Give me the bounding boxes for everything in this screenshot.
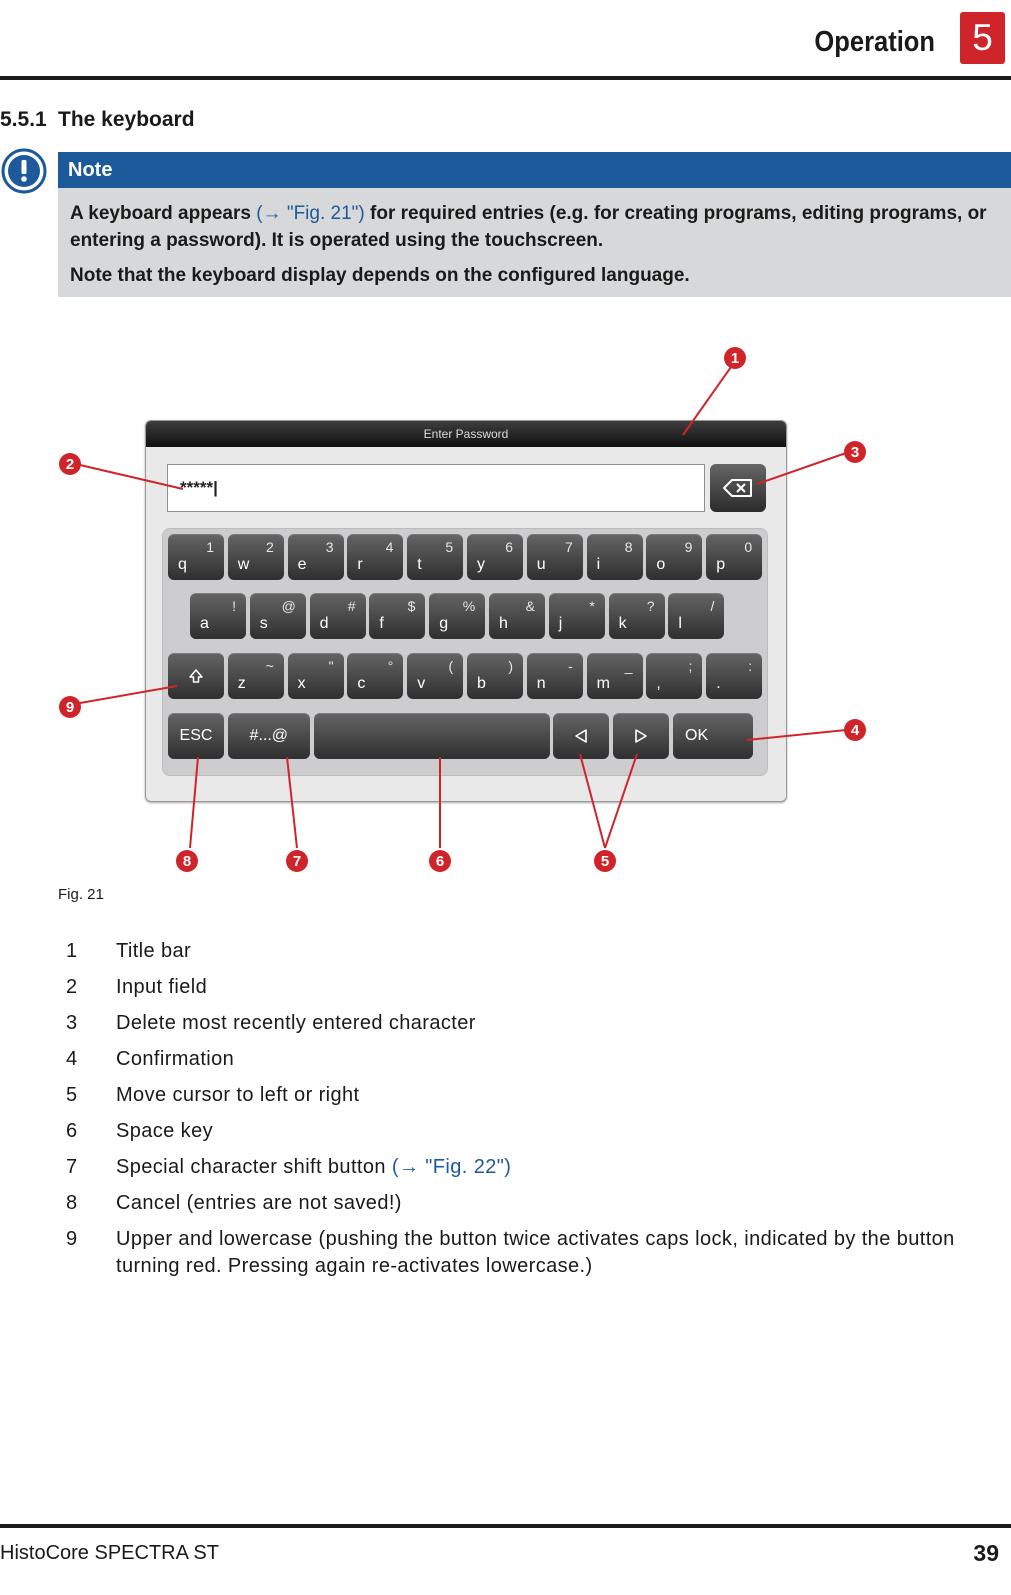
legend-text: Upper and lowercase (pushing the button twice activates caps lock, indicated by the button turning red. Pressing again re-activates lowercase.) [116, 1228, 955, 1277]
fig-21-link[interactable]: (→ "Fig. 21") [256, 203, 365, 224]
key-s[interactable] [250, 593, 306, 639]
key-label: . [716, 675, 721, 692]
key-label: b [477, 675, 486, 692]
special-characters-key[interactable] [228, 713, 310, 759]
legend-number: 1 [66, 940, 78, 962]
key-label: * [589, 598, 595, 614]
legend-text: Confirmation [116, 1048, 235, 1070]
key-area [162, 528, 768, 776]
key-t[interactable] [407, 534, 463, 580]
callout-9: 9 [59, 696, 81, 718]
key-label: 3 [325, 539, 334, 555]
legend-text-block [116, 1082, 966, 1109]
key-e[interactable] [288, 534, 344, 580]
legend-text-block [116, 1190, 966, 1217]
key-d[interactable] [310, 593, 366, 639]
shift-icon [188, 668, 204, 684]
key-label: ! [232, 598, 236, 614]
legend-text-block [116, 974, 966, 1001]
page-number: 39 [973, 1540, 999, 1566]
legend-text-block [116, 938, 966, 965]
key-c[interactable] [347, 653, 403, 699]
callout-3: 3 [844, 441, 866, 463]
legend-text: Delete most recently entered character [116, 1012, 476, 1034]
legend-item [66, 1118, 966, 1154]
legend-text: Special character shift button [116, 1156, 392, 1178]
key-label: #...@ [249, 727, 289, 744]
key-label: j [558, 615, 563, 632]
footer-product-name: HistoCore SPECTRA ST [0, 1542, 219, 1564]
key-label: 2 [266, 539, 274, 555]
key-label: $ [407, 598, 416, 614]
key-h[interactable] [489, 593, 545, 639]
key-m[interactable] [587, 653, 643, 699]
key-y[interactable] [467, 534, 523, 580]
legend-item [66, 1226, 966, 1290]
key-label: # [347, 598, 356, 614]
note-heading: Note [58, 152, 1011, 188]
key-label: " [328, 658, 334, 674]
figure-label: Fig. 21 [58, 886, 104, 903]
legend-text-block [116, 1226, 966, 1280]
header-rule [0, 76, 1011, 80]
legend-item [66, 1010, 966, 1046]
chapter-title: Operation [814, 26, 935, 58]
key-label: ~ [265, 658, 274, 674]
cursor-left-key[interactable] [553, 713, 609, 759]
key-label: d [319, 615, 329, 632]
key-label: w [237, 556, 250, 573]
key-label: 7 [565, 539, 573, 555]
key-label: / [710, 598, 715, 614]
chapter-number-badge: 5 [960, 12, 1005, 64]
key-label: ? [646, 598, 655, 614]
key-label: o [656, 556, 666, 573]
key-label: y [477, 556, 485, 573]
keyboard-title-bar: Enter Password [146, 421, 786, 447]
ok-key[interactable] [673, 713, 753, 759]
key-label: a [200, 615, 209, 632]
key-i[interactable] [587, 534, 643, 580]
key-label: g [439, 615, 449, 632]
key-label: & [525, 598, 535, 614]
shift-key[interactable] [168, 653, 224, 699]
key-w[interactable] [228, 534, 284, 580]
key-label: p [716, 556, 726, 573]
note-paragraph [70, 200, 997, 254]
legend-text: Cancel (entries are not saved!) [116, 1192, 402, 1214]
key-label: OK [685, 727, 709, 744]
key-label: n [536, 675, 546, 692]
legend-item [66, 1190, 966, 1226]
legend-number: 3 [66, 1012, 78, 1034]
key-j[interactable] [549, 593, 605, 639]
key-label: l [678, 615, 682, 632]
key-label: ( [448, 658, 454, 674]
key-label: 9 [684, 539, 693, 555]
backspace-button[interactable] [710, 464, 766, 512]
key-v[interactable] [407, 653, 463, 699]
callout-2: 2 [59, 453, 81, 475]
key-label: ° [387, 658, 394, 674]
keyboard-screenshot [145, 420, 787, 802]
callout-8: 8 [176, 850, 198, 872]
key-a[interactable] [190, 593, 246, 639]
key-label: 6 [505, 539, 513, 555]
key-label: k [618, 615, 627, 632]
legend-text: Move cursor to left or right [116, 1084, 360, 1106]
key-label: 8 [624, 539, 633, 555]
legend [66, 938, 966, 1290]
key-comma[interactable] [646, 653, 702, 699]
callout-1: 1 [724, 347, 746, 369]
legend-number: 7 [66, 1156, 78, 1178]
arrow-right-icon [633, 728, 649, 744]
arrow-left-icon [573, 728, 589, 744]
key-label: ESC [179, 727, 213, 744]
legend-text-block [116, 1154, 966, 1181]
key-label: , [656, 675, 661, 692]
legend-item [66, 974, 966, 1010]
note-text: A keyboard appears [70, 203, 257, 224]
legend-number: 8 [66, 1192, 78, 1214]
legend-item [66, 1046, 966, 1082]
key-label: t [417, 556, 422, 573]
callout-4: 4 [844, 719, 866, 741]
key-period[interactable] [706, 653, 762, 699]
key-label: x [297, 675, 306, 692]
legend-text-block [116, 1010, 966, 1037]
legend-text: Space key [116, 1120, 213, 1142]
legend-number: 4 [66, 1048, 78, 1070]
key-label: - [568, 658, 573, 674]
esc-key[interactable] [168, 713, 224, 759]
key-label: e [297, 556, 307, 573]
key-label: f [379, 615, 384, 632]
key-label: ; [688, 658, 693, 674]
legend-item [66, 938, 966, 974]
exclamation-icon [0, 147, 48, 195]
key-g[interactable] [429, 593, 485, 639]
space-key[interactable] [314, 713, 550, 759]
legend-item [66, 1082, 966, 1118]
key-label: h [499, 615, 508, 632]
key-b[interactable] [467, 653, 523, 699]
key-label: % [462, 598, 476, 614]
section-number: 5.5.1 [0, 108, 47, 131]
key-label: 1 [206, 539, 214, 555]
key-z[interactable] [228, 653, 284, 699]
key-label: @ [281, 598, 296, 614]
legend-number: 9 [66, 1228, 78, 1250]
note-paragraph: Note that the keyboard display depends on the configured language. [70, 265, 690, 286]
key-x[interactable] [288, 653, 344, 699]
key-label: 4 [385, 539, 394, 555]
legend-number: 5 [66, 1084, 78, 1106]
legend-text-block [116, 1118, 966, 1145]
cursor-right-key[interactable] [613, 713, 669, 759]
legend-number: 6 [66, 1120, 78, 1142]
key-label: 5 [445, 539, 454, 555]
key-label: u [536, 556, 546, 573]
legend-number: 2 [66, 976, 78, 998]
key-o[interactable] [646, 534, 702, 580]
key-label: _ [624, 658, 633, 674]
fig-22-link[interactable]: (→ "Fig. 22") [391, 1156, 512, 1178]
key-label: r [357, 556, 363, 573]
key-l[interactable] [668, 593, 724, 639]
backspace-icon [723, 479, 753, 497]
callout-5: 5 [594, 850, 616, 872]
key-label: c [357, 675, 366, 692]
note-text: for required entries (e.g. for creating programs, editing programs, or entering a password). It is operated using the touchscreen. [70, 203, 987, 251]
key-r[interactable] [347, 534, 403, 580]
key-label: ) [508, 658, 513, 674]
key-label: : [748, 658, 753, 674]
callout-7: 7 [286, 850, 308, 872]
legend-item [66, 1154, 966, 1190]
legend-text-block [116, 1046, 966, 1073]
key-u[interactable] [527, 534, 583, 580]
key-label: v [417, 675, 426, 692]
footer-rule [0, 1524, 1011, 1528]
callout-6: 6 [429, 850, 451, 872]
section-title: The keyboard [58, 108, 195, 131]
key-label: m [596, 675, 610, 692]
key-label: 0 [744, 539, 753, 555]
key-label: s [259, 615, 268, 632]
key-q[interactable] [168, 534, 224, 580]
key-f[interactable] [369, 593, 425, 639]
legend-text: Input field [116, 976, 208, 998]
key-label: i [596, 556, 601, 573]
password-input[interactable]: *****| [167, 464, 705, 512]
legend-text: Title bar [116, 940, 192, 962]
key-label: z [237, 675, 246, 692]
key-k[interactable] [609, 593, 665, 639]
key-n[interactable] [527, 653, 583, 699]
key-p[interactable] [706, 534, 762, 580]
key-label: q [178, 556, 187, 573]
note-body [58, 188, 1011, 297]
